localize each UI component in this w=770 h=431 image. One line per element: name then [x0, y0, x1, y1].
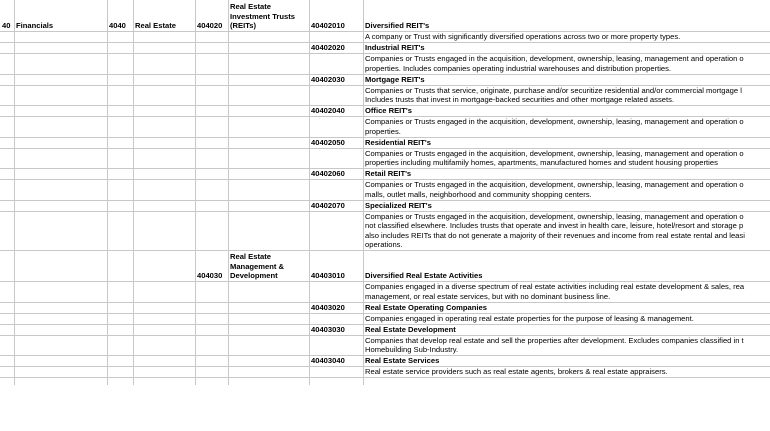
sub-industry-description: operations. — [365, 240, 403, 249]
sub-industry-description: Companies or Trusts that service, originate, purchase and/or securitize residential and/or commercial mortgage l — [365, 85, 742, 95]
column-gridline — [228, 0, 229, 385]
sub-industry-name: Real Estate Operating Companies — [365, 302, 487, 312]
sub-industry-description: properties including multifamily homes, apartments, manufactured homes and student housing properties — [365, 158, 718, 167]
sub-industry-description: Companies engaged in operating real estate properties for the purpose of leasing & management. — [365, 313, 694, 323]
industry-name-line: Management & — [230, 261, 285, 271]
industry-name-line: (REITs) — [230, 21, 257, 30]
sub-industry-description: Homebuilding Sub-Industry. — [365, 345, 459, 354]
sub-industry-code: 40402070 — [311, 200, 345, 210]
sub-industry-description: Companies engaged in a diverse spectrum of real estate activities including real estate development & sales, rea — [365, 282, 745, 291]
sub-industry-description: A company or Trust with significantly diversified operations across two or more property types. — [365, 32, 681, 41]
sub-industry-code: 40403030 — [311, 324, 345, 334]
sub-industry-name: Diversified REIT's — [365, 21, 430, 30]
sub-industry-description: malls, outlet malls, neighborhood and community shopping centers. — [365, 189, 592, 199]
sub-industry-name: Real Estate Development — [365, 324, 456, 334]
sector-name: Financials — [16, 21, 54, 30]
column-gridline — [195, 0, 196, 385]
sub-industry-code: 40402060 — [311, 169, 345, 178]
industry-group-code: 4040 — [109, 21, 126, 30]
sub-industry-description: Companies or Trusts engaged in the acquisition, development, ownership, leasing, management and operation o — [365, 117, 744, 126]
column-gridline — [133, 0, 134, 385]
sub-industry-name: Residential REIT's — [365, 137, 431, 147]
sub-industry-code: 40402040 — [311, 106, 345, 115]
row-gridline — [0, 377, 770, 378]
industry-name-line: Investment Trusts — [230, 11, 295, 21]
industry-code: 404030 — [197, 271, 223, 280]
sub-industry-code: 40402020 — [311, 43, 345, 52]
sub-industry-code: 40402030 — [311, 74, 345, 84]
sub-industry-name: Specialized REIT's — [365, 200, 432, 210]
sub-industry-name: Mortgage REIT's — [365, 74, 425, 84]
sub-industry-description: properties. — [365, 126, 401, 136]
industry-name-line: Real Estate — [230, 252, 271, 261]
sub-industry-description: Companies that develop real estate and sell the properties after development. Excludes companies classified in t — [365, 335, 744, 345]
sub-industry-description: also includes REITs that do not generate a majority of their revenues and income from real estate rental and leasi — [365, 230, 745, 240]
sub-industry-description: Companies or Trusts engaged in the acquisition, development, ownership, leasing, management and operation o — [365, 54, 744, 63]
sub-industry-description: Real estate service providers such as real estate agents, brokers & real estate appraisers. — [365, 367, 668, 376]
sub-industry-description: properties. Includes companies operating industrial warehouses and distribution properties. — [365, 63, 672, 73]
industry-name-line: Development — [230, 271, 278, 280]
sub-industry-description: Companies or Trusts engaged in the acquisition, development, ownership, leasing, management and operation o — [365, 148, 744, 158]
sub-industry-description: management, or real estate services, but with no dominant business line. — [365, 291, 611, 301]
sub-industry-description: Includes trusts that invest in mortgage-backed securities and other mortgage related assets. — [365, 95, 674, 104]
sub-industry-code: 40403010 — [311, 271, 345, 280]
industry-group-name: Real Estate — [135, 21, 176, 30]
industry-name-line: Real Estate — [230, 2, 271, 11]
sector-code: 40 — [2, 21, 11, 30]
sub-industry-code: 40402010 — [311, 21, 345, 30]
sub-industry-name: Diversified Real Estate Activities — [365, 271, 483, 280]
sub-industry-name: Real Estate Services — [365, 356, 440, 365]
sub-industry-description: Companies or Trusts engaged in the acquisition, development, ownership, leasing, management and operation o — [365, 211, 744, 221]
sub-industry-code: 40403020 — [311, 302, 345, 312]
row-gridline — [0, 250, 770, 251]
column-gridline — [14, 0, 15, 385]
sub-industry-name: Retail REIT's — [365, 169, 412, 178]
sub-industry-description: Companies or Trusts engaged in the acquisition, development, ownership, leasing, management and operation o — [365, 180, 744, 189]
industry-code: 404020 — [197, 21, 223, 30]
sub-industry-name: Industrial REIT's — [365, 43, 425, 52]
sub-industry-code: 40402050 — [311, 137, 345, 147]
sub-industry-code: 40403040 — [311, 356, 345, 365]
sub-industry-description: not classified elsewhere. Includes trusts that operate and invest in health care, leisure, hotel/resort and storage p — [365, 221, 744, 230]
column-gridline — [363, 0, 364, 385]
column-gridline — [107, 0, 108, 385]
sub-industry-name: Office REIT's — [365, 106, 412, 115]
column-gridline — [309, 0, 310, 385]
